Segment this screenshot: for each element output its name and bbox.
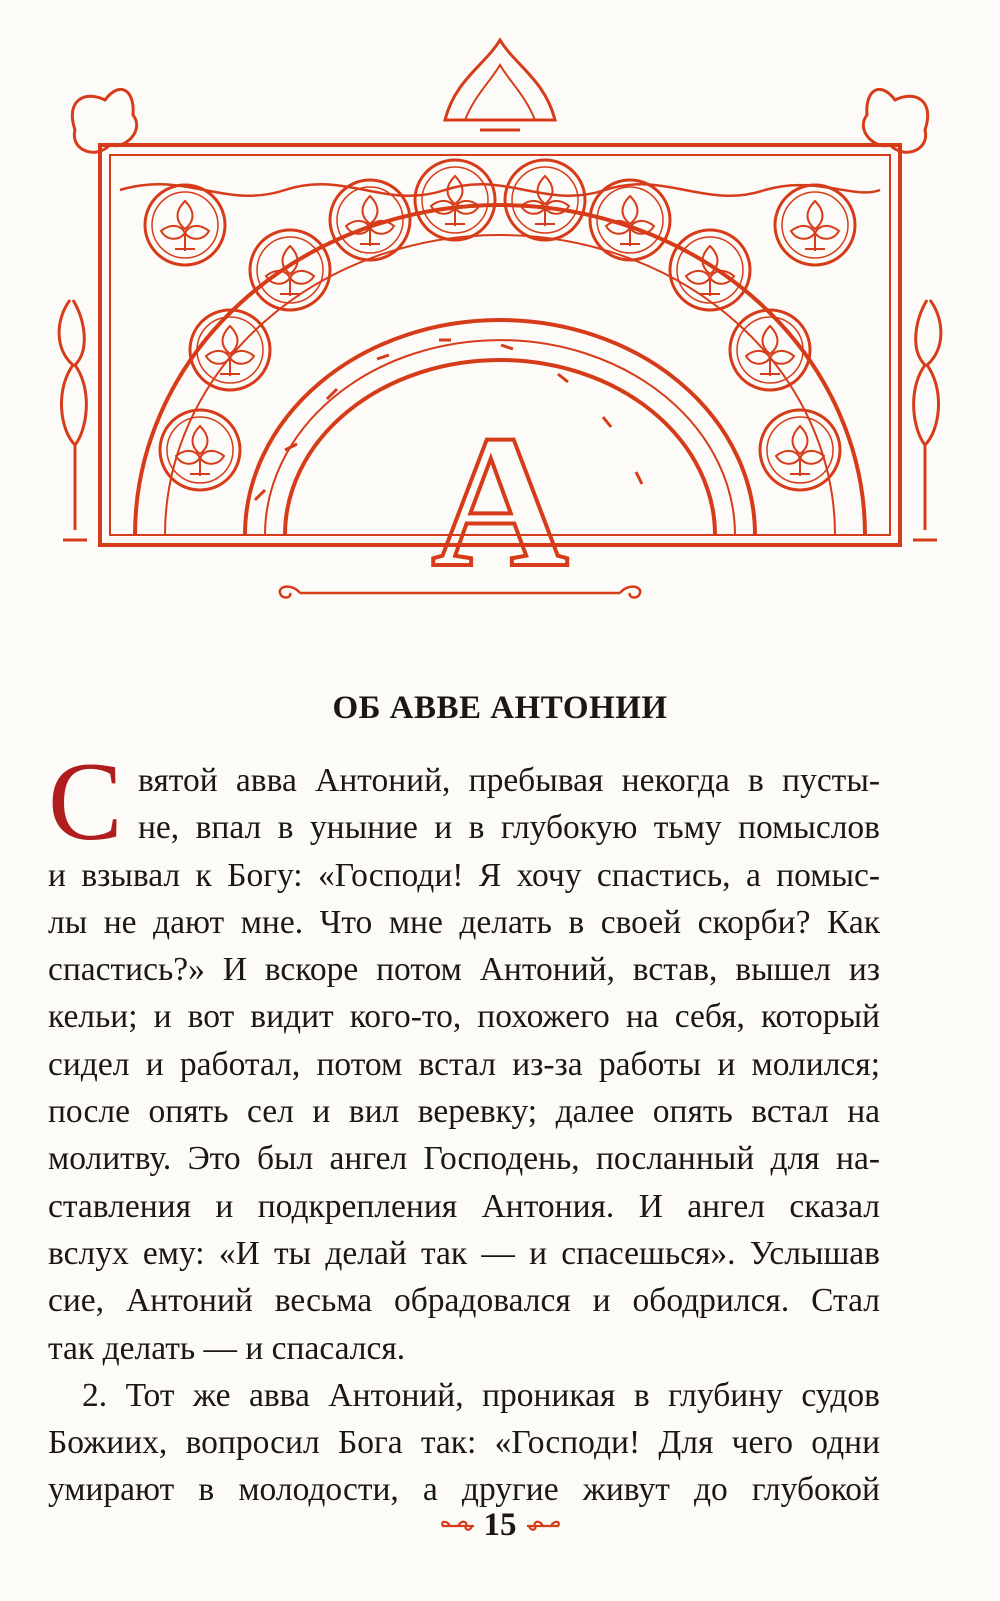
text-line: спастись?» И вскоре потом Антоний, встав, вышел из	[48, 951, 880, 989]
decorative-rule	[270, 578, 650, 608]
drop-cap: С	[48, 740, 123, 864]
chapter-title: ОБ АВВЕ АНТОНИИ	[332, 690, 668, 726]
ornamental-headpiece	[25, 20, 975, 600]
body-text	[48, 757, 880, 1514]
text-line: молитву. Это был ангел Господень, посланный для на-	[48, 1140, 880, 1178]
page-number-footer	[0, 1507, 1000, 1545]
right-flourish-icon	[525, 1516, 561, 1536]
text-line: после опять сел и вил веревку; далее опять встал на	[48, 1093, 880, 1131]
text-line: кельи; и вот видит кого-то, похожего на себя, который	[48, 998, 880, 1036]
ornamental-initial: А	[431, 397, 569, 600]
text-line: не, впал в уныние и в глубокую тьму помыслов	[138, 809, 880, 847]
text-line: вятой авва Антоний, пребывая некогда в пусты-	[138, 762, 880, 799]
text-line: ставления и подкрепления Антония. И ангел сказал	[48, 1187, 880, 1225]
text-line: сидел и работал, потом встал из-за работы и молился;	[48, 1045, 880, 1083]
text-line: 2. Тот же авва Антоний, проникая в глубину судов	[82, 1376, 880, 1414]
text-line: так делать — и спасался.	[48, 1329, 406, 1367]
text-line: сие, Антоний весьма обрадовался и ободрился. Стал	[48, 1282, 880, 1320]
left-flourish-icon	[440, 1516, 476, 1536]
text-line: вслух ему: «И ты делай так — и спасешься». Услышав	[48, 1234, 880, 1272]
text-line: лы не дают мне. Что мне делать в своей скорби? Как	[48, 903, 880, 941]
text-line: Божиих, вопросил Бога так: «Господи! Для чего одни	[48, 1424, 880, 1462]
text-line: и взывал к Богу: «Господи! Я хочу спастись, а помыс-	[48, 856, 880, 894]
page-number: 15	[483, 1507, 517, 1543]
text-line: умирают в молодости, а другие живут до глубокой	[48, 1471, 880, 1509]
